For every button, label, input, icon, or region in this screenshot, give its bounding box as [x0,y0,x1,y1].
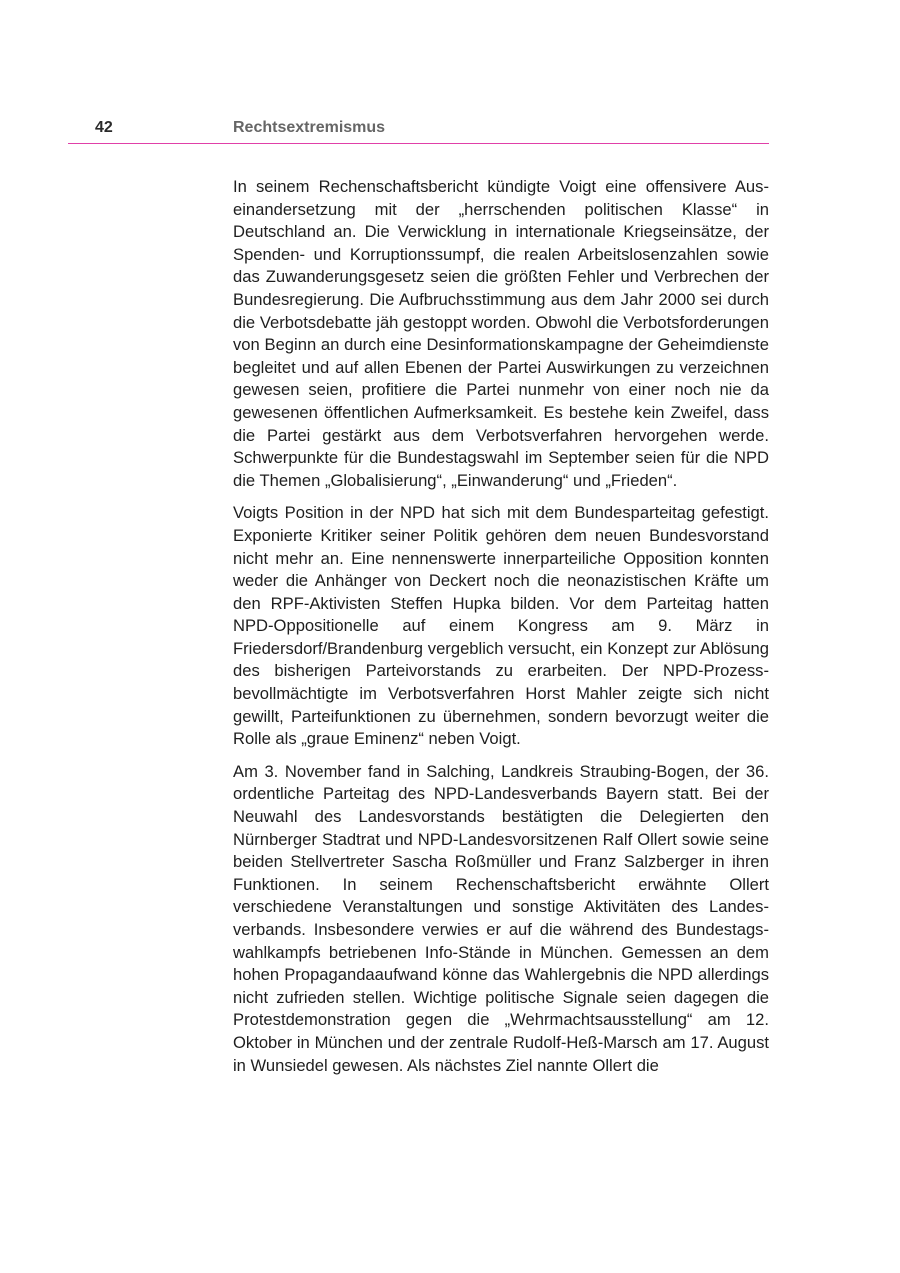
running-title: Rechtsextremismus [233,119,386,136]
paragraph: In seinem Rechenschaftsbericht kündigte Voigt eine offensivere Auseinandersetzung mit der „herrschenden politischen Klasse“ in Deutschland an. Die Verwicklung in internationale Kriegseinsätze, der Spenden- und Korruptionssumpf, die realen Arbeitslosenzahlen sowie das Zuwanderungsgesetz seien die größten Fehler und Verbrechen der Bundesregierung. Die Aufbruchsstimmung aus dem Jahr 2000 sei durch die Verbotsdebatte jäh gestoppt worden. Obwohl die Verbotsforderungen von Beginn an durch eine Desinformationskampagne der Geheimdienste begleitet und auf allen Ebenen der Partei Auswirkungen zu verzeichnen gewesen seien, profitiere die Partei nunmehr von einer noch nie da gewesenen öffentlichen Aufmerksamkeit. Es bestehe kein Zweifel, dass die Partei gestärkt aus dem Verbotsverfahren hervorgehen werde. Schwerpunkte für die Bundestagswahl im September seien für die NPD die Themen „Globalisierung“, „Einwanderung“ und „Frieden“. [233,177,769,490]
page-header [68,116,769,144]
paragraph: Am 3. November fand in Salching, Landkreis Straubing-Bogen, der 36. ordentliche Parteitag des NPD-Landesverbands Bayern statt. Bei der Neuwahl des Landesvorstands bestätigten die Delegierten den Nürnberger Stadtrat und NPD-Landesvorsitzenen Ralf Ollert sowie seine beiden Stellvertreter Sascha Roßmüller und Franz Salzberger in ihren Funktionen. In seinem Rechenschaftsbericht erwähnte Ollert verschiedene Veranstaltungen und sonstige Aktivitäten des Landesverbands. Insbesondere verwies er auf die während des Bundestagswahlkampfs betriebenen Info-Stände in München. Gemessen an dem hohen Propagandaaufwand könne das Wahlergebnis die NPD allerdings nicht zufrieden stellen. Wichtige politische Signale seien dagegen die Protestdemonstration gegen die „Wehrmachtsausstellung“ am 12. Oktober in München und der zentrale Rudolf-Heß-Marsch am 17. August in Wunsiedel gewesen. Als nächstes Ziel nannte Ollert die [233,761,769,1075]
body-text [233,176,769,1087]
paragraph: Voigts Position in der NPD hat sich mit dem Bundesparteitag gefestigt. Exponierte Kritiker seiner Politik gehören dem neuen Bundesvorstand nicht mehr an. Eine nennenswerte innerparteiliche Opposition konnten weder die Anhänger von Deckert noch die neonazistischen Kräfte um den RPF-Aktivisten Steffen Hupka bilden. Vor dem Parteitag hatten NPD-Oppositionelle auf einem Kongress am 9. März in Friedersdorf/Brandenburg vergeblich versucht, ein Konzept zur Ablösung des bisherigen Parteivorstands zu erarbeiten. Der NPD-Prozessbevollmächtigte im Verbotsverfahren Horst Mahler zeigte sich nicht gewillt, Parteifunktionen zu übernehmen, sondern bevorzugt weiter die Rolle als „graue Eminenz“ neben Voigt. [233,503,769,749]
page-number: 42 [95,119,113,136]
